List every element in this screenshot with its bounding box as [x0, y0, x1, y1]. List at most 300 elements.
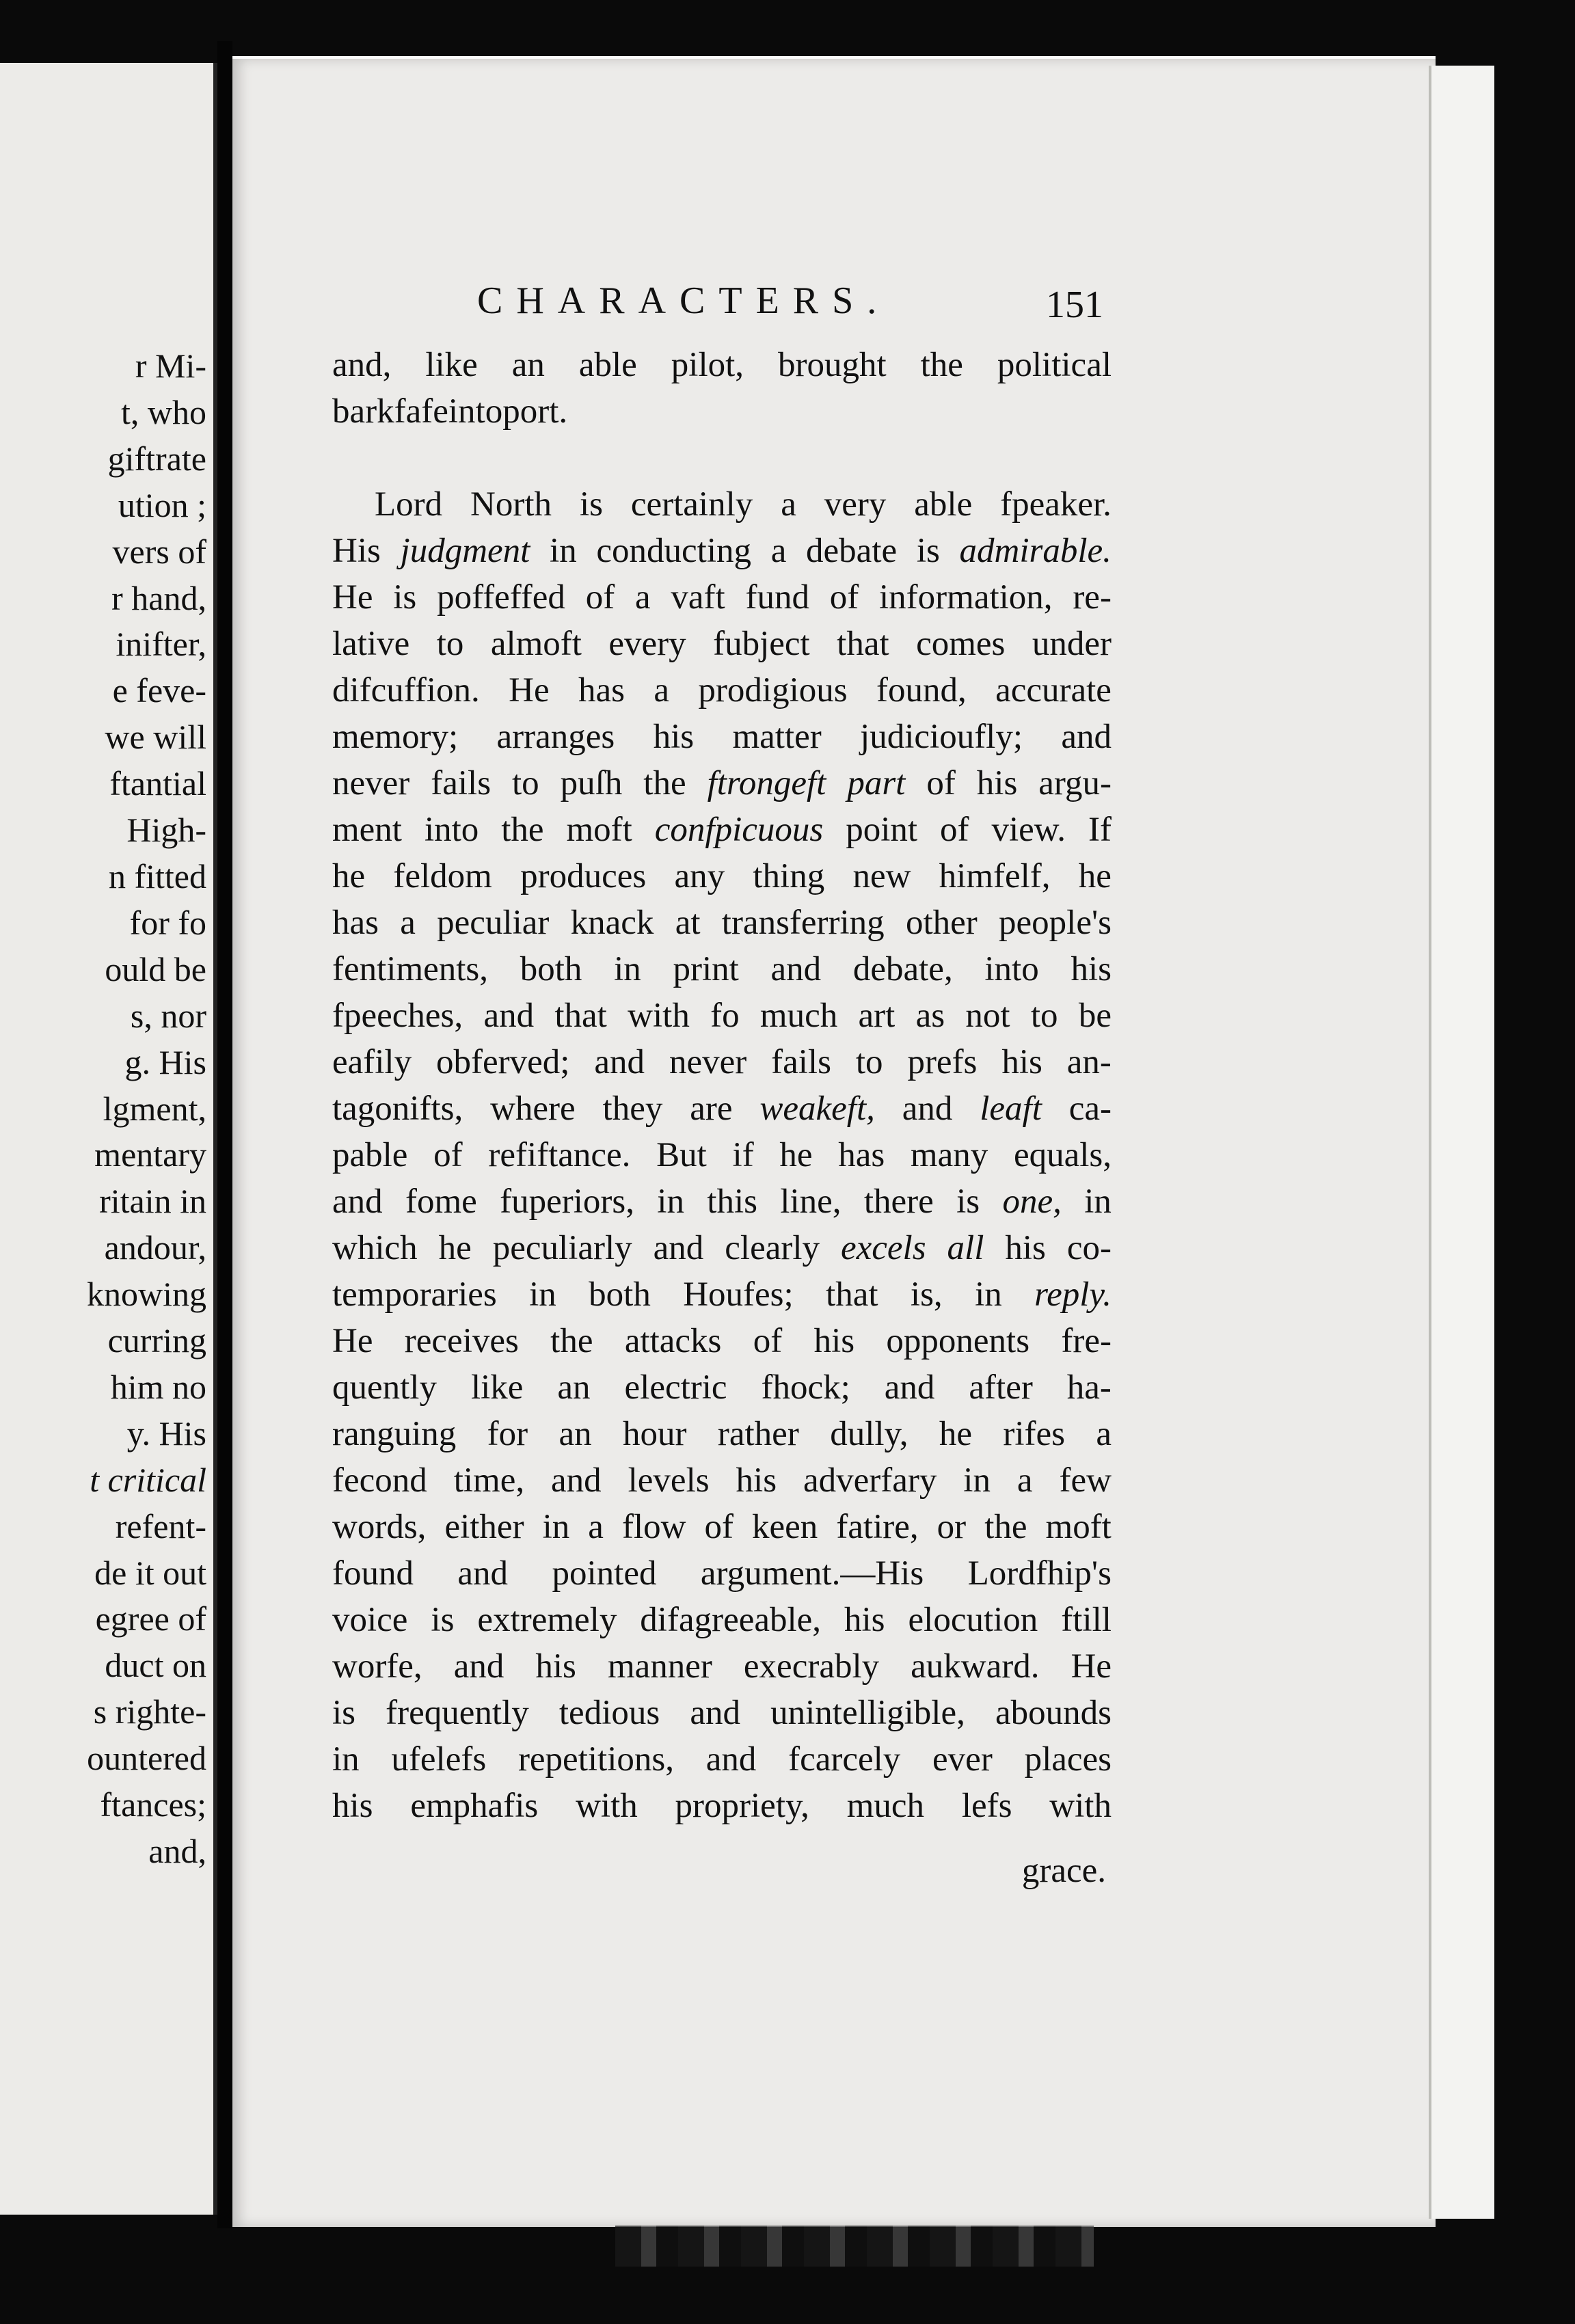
word: point	[846, 811, 918, 849]
word: fpeeches,	[332, 997, 463, 1035]
word: either	[444, 1508, 524, 1546]
word: under	[1032, 625, 1112, 663]
word: an	[511, 346, 545, 384]
word: But	[656, 1136, 707, 1174]
text-line: ution ;	[118, 485, 206, 524]
text-line	[332, 1364, 1112, 1411]
word: and	[690, 1694, 740, 1732]
word: ufelefs	[391, 1740, 487, 1779]
word: argument.—His	[700, 1554, 924, 1593]
word: and	[332, 1183, 383, 1221]
word: information,	[879, 578, 1053, 617]
word: flow	[621, 1508, 686, 1546]
word: they	[602, 1090, 663, 1128]
word: peculiar	[437, 904, 550, 942]
text-line: egree of	[95, 1599, 206, 1638]
word: much	[759, 997, 838, 1035]
text-line: duct on	[105, 1646, 206, 1685]
word: He	[509, 671, 550, 710]
text-line: vers of	[112, 532, 206, 571]
text-line: ftantial	[109, 764, 206, 803]
word: and	[770, 950, 822, 988]
word: levels	[628, 1461, 710, 1500]
text-line	[332, 481, 1112, 528]
word: port.	[502, 392, 568, 431]
text-line: curring	[107, 1321, 206, 1360]
text-line	[332, 1271, 1112, 1318]
word: his	[1005, 1229, 1046, 1267]
word: prefs	[907, 1043, 978, 1081]
word: that	[837, 625, 889, 663]
word: a	[654, 671, 670, 710]
text-line	[332, 1597, 1112, 1643]
word: He	[332, 578, 373, 617]
word: that	[554, 997, 607, 1035]
word: opponents	[886, 1322, 1030, 1360]
word: worfe,	[332, 1647, 422, 1686]
word: an	[558, 1415, 592, 1453]
word: there	[863, 1183, 934, 1221]
word: debate,	[852, 950, 953, 988]
text-line	[332, 1504, 1112, 1550]
text-line	[332, 528, 1112, 574]
word: to	[855, 1043, 883, 1081]
text-line: y. His	[126, 1414, 206, 1452]
catchword: grace.	[1021, 1852, 1106, 1890]
word: emphafis	[410, 1787, 539, 1825]
word: moft	[566, 811, 632, 849]
word: of	[926, 764, 956, 802]
word: tedious	[558, 1694, 660, 1732]
text-line: mentary	[94, 1135, 206, 1174]
word: a	[1096, 1415, 1112, 1453]
word: art	[858, 997, 896, 1035]
word: a	[634, 578, 651, 617]
word: the	[501, 811, 544, 849]
word: thing	[753, 857, 825, 895]
word: Houfes;	[683, 1275, 794, 1314]
word: fatire,	[836, 1508, 919, 1546]
binding-edge	[615, 2226, 1094, 2267]
word: puſh	[560, 764, 623, 802]
word: and	[1061, 718, 1112, 756]
word: his	[736, 1461, 777, 1500]
text-line	[332, 946, 1112, 992]
word: to	[436, 625, 464, 663]
word: rather	[717, 1415, 799, 1453]
book-gutter	[217, 41, 232, 2228]
word: line,	[780, 1183, 842, 1221]
word: judgment	[400, 532, 530, 570]
word: matter	[732, 718, 822, 756]
word: one,	[1002, 1183, 1062, 1221]
word: the	[550, 1322, 593, 1360]
word: lative	[332, 625, 410, 663]
text-line	[332, 1457, 1112, 1504]
word: rifes	[1003, 1415, 1065, 1453]
word: that	[826, 1275, 878, 1314]
word: propriety,	[675, 1787, 809, 1825]
text-line	[332, 1643, 1112, 1690]
word: prodigious	[698, 671, 848, 710]
word: in	[332, 1740, 360, 1779]
word: knack	[570, 904, 654, 942]
word: other	[905, 904, 978, 942]
word: difcuffion.	[332, 671, 480, 710]
word: pointed	[552, 1554, 657, 1593]
word: fome	[405, 1183, 477, 1221]
text-line: him no	[110, 1367, 206, 1406]
word: for	[487, 1415, 528, 1453]
word: temporaries	[332, 1275, 497, 1314]
word: execrably	[743, 1647, 880, 1686]
word: is	[916, 532, 940, 570]
facing-page-left	[0, 63, 217, 2215]
word: reply.	[1034, 1275, 1112, 1314]
text-line	[332, 1690, 1112, 1736]
word: both	[589, 1275, 651, 1314]
word: in	[614, 950, 641, 988]
word: print	[673, 950, 739, 988]
paragraph-break	[332, 435, 1112, 481]
word: ftill	[1061, 1601, 1112, 1639]
word: he	[438, 1229, 472, 1267]
word: where	[490, 1090, 576, 1128]
word: is	[332, 1694, 356, 1732]
word: is	[956, 1183, 980, 1221]
word: ment	[332, 811, 402, 849]
word: and	[457, 1554, 509, 1593]
word: and	[653, 1229, 704, 1267]
word: fails	[431, 764, 492, 802]
word: eafily	[332, 1043, 412, 1081]
word: elocution	[908, 1601, 1038, 1639]
word: excels	[840, 1229, 926, 1267]
word: are	[690, 1090, 733, 1128]
word: of	[940, 811, 969, 849]
word: keen	[752, 1508, 818, 1546]
word: he	[779, 1136, 813, 1174]
text-line: inifter,	[116, 625, 206, 664]
word: extremely	[477, 1601, 617, 1639]
word: the	[984, 1508, 1027, 1546]
body-text	[332, 342, 1112, 1829]
word: as	[915, 997, 945, 1035]
word: to	[512, 764, 539, 802]
word: every	[608, 625, 686, 663]
word: which	[332, 1229, 418, 1267]
text-line	[332, 1550, 1112, 1597]
text-line: giftrate	[107, 439, 206, 478]
text-line: High-	[126, 811, 206, 850]
text-line	[332, 900, 1112, 946]
word: new	[852, 857, 911, 895]
word: voice	[332, 1601, 408, 1639]
word: he	[332, 857, 366, 895]
text-line: we will	[105, 718, 206, 757]
word: attacks	[624, 1322, 722, 1360]
word: fund	[745, 578, 809, 617]
word: tagonifts,	[332, 1090, 463, 1128]
word: and	[594, 1043, 645, 1081]
word: or	[937, 1508, 967, 1546]
word: co-	[1066, 1229, 1112, 1267]
word: fo	[710, 997, 740, 1035]
word: leaft	[980, 1090, 1042, 1128]
text-line	[332, 992, 1112, 1039]
word: a	[588, 1508, 604, 1546]
text-line: g. His	[124, 1042, 206, 1081]
text-line: t critical	[90, 1460, 206, 1499]
text-line	[332, 1411, 1112, 1457]
text-line	[332, 807, 1112, 853]
word: to	[1030, 997, 1058, 1035]
text-line	[332, 1783, 1112, 1829]
word: much	[846, 1787, 925, 1825]
word: hour	[623, 1415, 687, 1453]
word: a	[781, 485, 796, 524]
word: ha-	[1066, 1368, 1112, 1407]
word: be	[1078, 997, 1112, 1035]
word: abounds	[995, 1694, 1112, 1732]
word: produces	[520, 857, 647, 895]
word: weakeft,	[759, 1090, 875, 1128]
word: many	[910, 1136, 988, 1174]
word: Lord	[375, 485, 443, 524]
word: into	[984, 950, 1039, 988]
word: peculiarly	[492, 1229, 632, 1267]
word: argu-	[1038, 764, 1112, 802]
word: both	[520, 950, 582, 988]
word: this	[707, 1183, 757, 1221]
word: is	[579, 485, 603, 524]
word: few	[1059, 1461, 1112, 1500]
word: re-	[1073, 578, 1112, 617]
word: ca-	[1068, 1090, 1112, 1128]
text-line	[332, 853, 1112, 900]
word: view.	[991, 811, 1066, 849]
text-line	[332, 1178, 1112, 1225]
word: fre-	[1061, 1322, 1112, 1360]
text-line	[332, 342, 1112, 388]
word: part	[847, 764, 906, 802]
word: North	[470, 485, 552, 524]
word: with	[628, 997, 690, 1035]
word: adverfary	[803, 1461, 937, 1500]
word: pable	[332, 1136, 408, 1174]
word: at	[675, 904, 701, 942]
word: almoft	[490, 625, 582, 663]
word: electric	[624, 1368, 727, 1407]
word: receives	[404, 1322, 519, 1360]
word: aukward.	[911, 1647, 1040, 1686]
word: brought	[778, 346, 887, 384]
word: certainly	[630, 485, 753, 524]
text-line: lgment,	[103, 1089, 206, 1128]
word: poffeffed	[437, 578, 565, 617]
word: of	[704, 1508, 733, 1546]
word: feldom	[393, 857, 492, 895]
word: conducting	[596, 532, 752, 570]
word: never	[332, 764, 410, 802]
word: if	[732, 1136, 754, 1174]
word: fentiments,	[332, 950, 489, 988]
text-line	[332, 621, 1112, 667]
word: people's	[999, 904, 1112, 942]
text-line	[332, 574, 1112, 621]
word: never	[669, 1043, 747, 1081]
text-line	[332, 1132, 1112, 1178]
text-line	[332, 1736, 1112, 1783]
word: in	[550, 532, 577, 570]
word: fails	[771, 1043, 831, 1081]
word: in	[542, 1508, 570, 1546]
facing-page-text	[87, 343, 206, 1875]
word: fecond	[332, 1461, 427, 1500]
word: equals,	[1013, 1136, 1112, 1174]
word: and	[551, 1461, 602, 1500]
text-line: r Mi-	[135, 347, 206, 385]
word: into	[448, 392, 503, 431]
word: comes	[916, 625, 1006, 663]
text-line: ftances;	[100, 1785, 206, 1824]
word: of	[829, 578, 859, 617]
word: He	[332, 1322, 373, 1360]
word: debate	[806, 532, 898, 570]
word: ftrongeft	[707, 764, 826, 802]
word: judicioufly;	[860, 718, 1023, 756]
word: time,	[453, 1461, 525, 1500]
word: and	[902, 1090, 953, 1128]
word: his	[1001, 1043, 1042, 1081]
text-line: refent-	[115, 1506, 206, 1545]
text-line: andour,	[104, 1228, 206, 1267]
word: found,	[876, 671, 967, 710]
word: his	[1071, 950, 1112, 988]
word: unintelligible,	[770, 1694, 965, 1732]
word: and	[453, 1647, 504, 1686]
word: his	[976, 764, 1018, 802]
word: ever	[932, 1740, 993, 1779]
word: refiftance.	[488, 1136, 631, 1174]
word: obferved;	[436, 1043, 570, 1081]
word: like	[470, 1368, 524, 1407]
word: transferring	[721, 904, 885, 942]
word: of	[585, 578, 615, 617]
word: is,	[910, 1275, 943, 1314]
word: has	[332, 904, 379, 942]
word: confpicuous	[654, 811, 824, 849]
word: accurate	[995, 671, 1112, 710]
word: his	[844, 1601, 885, 1639]
word: frequently	[386, 1694, 529, 1732]
word: and	[884, 1368, 935, 1407]
word: himfelf,	[939, 857, 1051, 895]
text-line	[332, 1225, 1112, 1271]
text-line: and,	[148, 1832, 206, 1870]
word: in	[657, 1183, 684, 1221]
word: lefs	[961, 1787, 1012, 1825]
text-line	[332, 1318, 1112, 1364]
word: arranges	[496, 718, 615, 756]
word: admirable.	[959, 532, 1112, 570]
word: fafe	[394, 392, 448, 431]
word: fpeaker.	[1000, 485, 1112, 524]
word: manner	[607, 1647, 712, 1686]
word: after	[969, 1368, 1033, 1407]
word: an	[557, 1368, 591, 1407]
word: found	[332, 1554, 414, 1593]
text-line: t, who	[121, 392, 206, 431]
running-head: CHARACTERS.	[477, 280, 891, 322]
word: able	[914, 485, 973, 524]
page-edge	[1429, 66, 1494, 2219]
word: fcarcely	[788, 1740, 901, 1779]
word: difagreeable,	[640, 1601, 822, 1639]
word: bark	[332, 392, 394, 431]
word: He	[1071, 1647, 1112, 1686]
word: If	[1088, 811, 1112, 849]
word: clearly	[725, 1229, 820, 1267]
text-line	[332, 760, 1112, 807]
word: in	[529, 1275, 556, 1314]
text-line	[332, 714, 1112, 760]
word: like	[425, 346, 478, 384]
text-line: knowing	[87, 1275, 206, 1314]
text-line: n fitted	[108, 856, 206, 895]
word: with	[576, 1787, 638, 1825]
text-line: s righte-	[93, 1692, 206, 1731]
text-line: ritain in	[99, 1182, 206, 1221]
word: vaft	[671, 578, 725, 617]
word: places	[1024, 1740, 1112, 1779]
word: very	[824, 485, 887, 524]
text-line: ountered	[87, 1739, 206, 1778]
word: into	[424, 811, 479, 849]
word: a	[770, 532, 787, 570]
word: of	[753, 1322, 783, 1360]
word: all	[947, 1229, 984, 1267]
word: is	[393, 578, 417, 617]
word: his	[653, 718, 695, 756]
text-line	[332, 388, 1112, 435]
word: moft	[1045, 1508, 1112, 1546]
page-number: 151	[1046, 284, 1103, 326]
word: a	[400, 904, 416, 942]
word: any	[674, 857, 725, 895]
word: has	[838, 1136, 885, 1174]
word: pilot,	[671, 346, 744, 384]
word: is	[431, 1601, 455, 1639]
word: dully,	[830, 1415, 908, 1453]
word: he	[939, 1415, 972, 1453]
word: not	[965, 997, 1010, 1035]
word: fuperiors,	[500, 1183, 634, 1221]
word: he	[1078, 857, 1112, 895]
word: in	[1084, 1183, 1112, 1221]
word: His	[332, 532, 381, 570]
word: his	[332, 1787, 373, 1825]
word: in	[963, 1461, 991, 1500]
word: his	[535, 1647, 576, 1686]
text-line: s, nor	[130, 996, 206, 1035]
word: his	[813, 1322, 855, 1360]
word: memory;	[332, 718, 459, 756]
word: quently	[332, 1368, 437, 1407]
word: and	[483, 997, 535, 1035]
word: words,	[332, 1508, 427, 1546]
word: repetitions,	[517, 1740, 674, 1779]
